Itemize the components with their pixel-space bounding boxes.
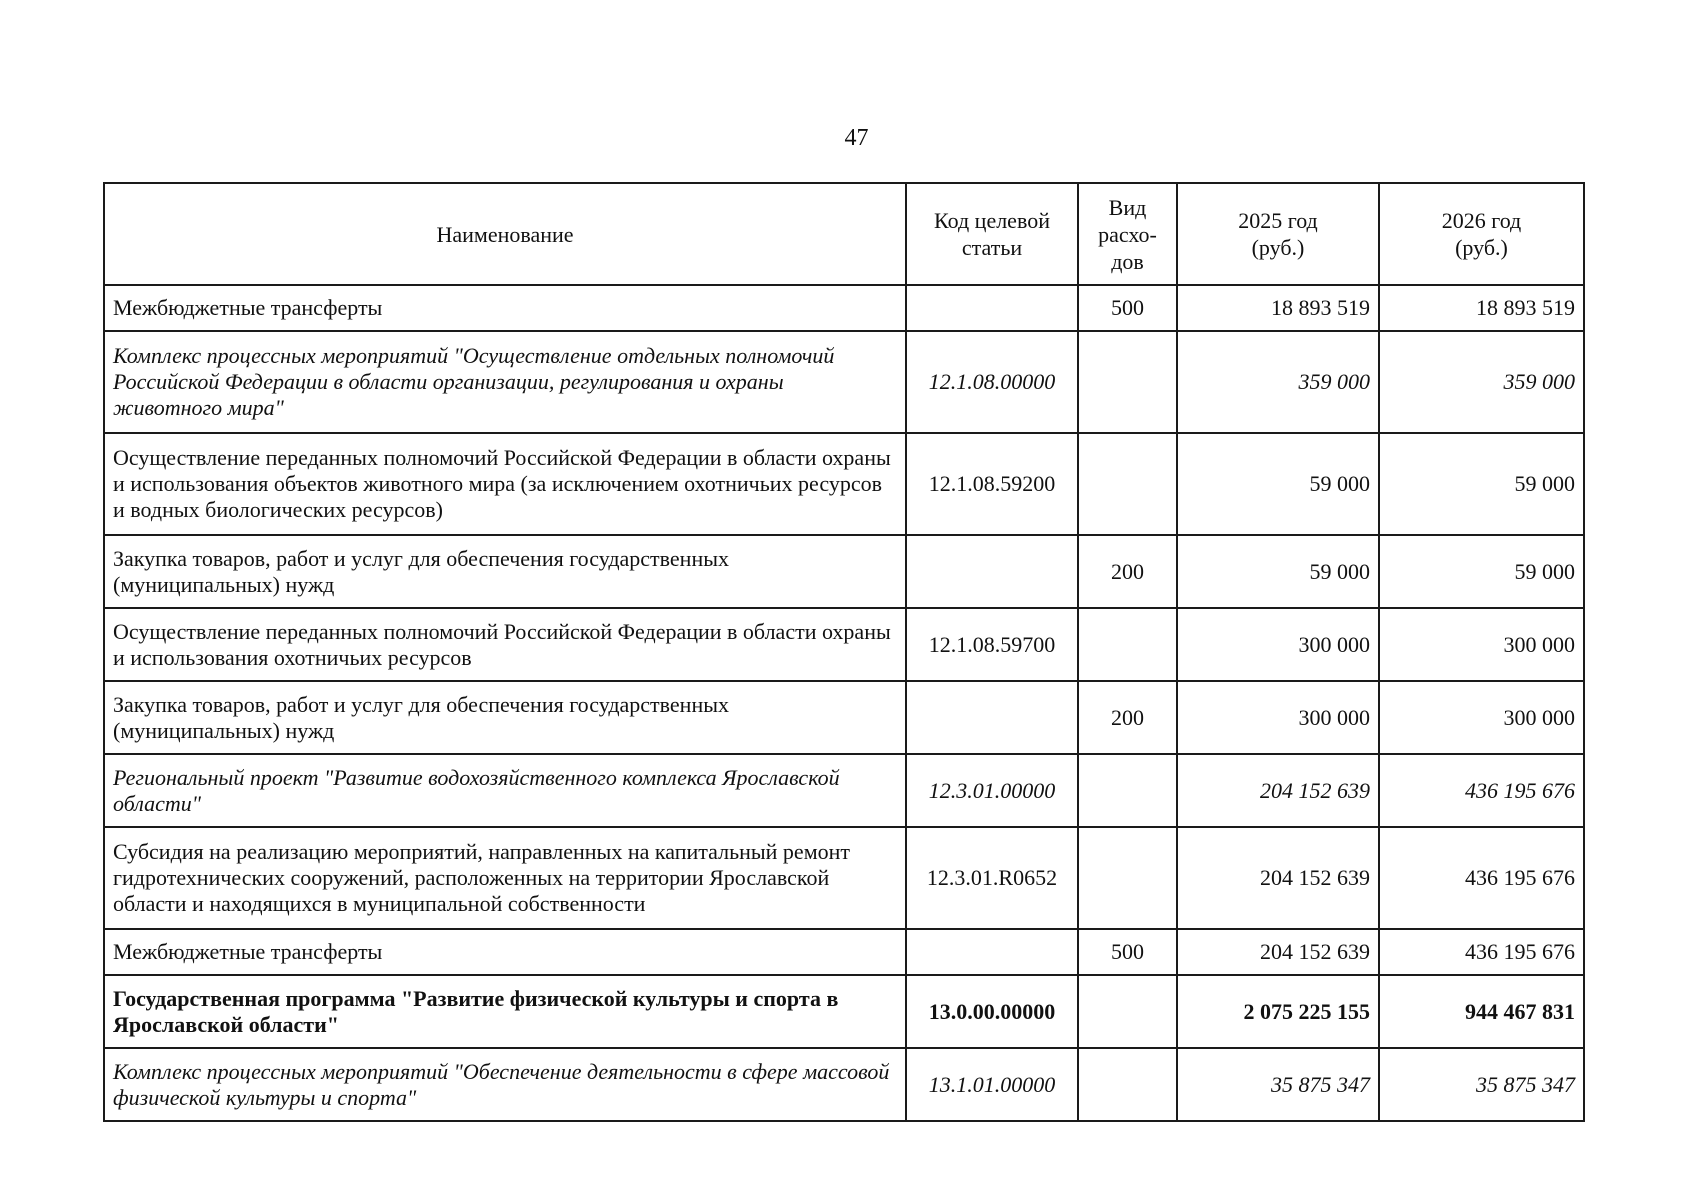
row-code: 13.1.01.00000 (906, 1048, 1078, 1121)
row-vid (1078, 827, 1177, 929)
header-code-line1: Код целевой (934, 208, 1050, 233)
page-number: 47 (844, 125, 869, 151)
header-2025-line1: 2025 год (1238, 208, 1318, 233)
row-2026: 436 195 676 (1379, 754, 1584, 827)
table-row (104, 754, 1584, 827)
row-code (906, 535, 1078, 608)
header-name-label: Наименование (436, 221, 574, 247)
table-row (104, 535, 1584, 608)
header-2026-line2: (руб.) (1455, 235, 1508, 260)
row-vid (1078, 1048, 1177, 1121)
header-code (906, 183, 1078, 285)
row-vid (1078, 975, 1177, 1048)
row-vid (1078, 331, 1177, 433)
header-2026-line1: 2026 год (1441, 208, 1522, 233)
row-2025: 18 893 519 (1177, 285, 1379, 331)
row-2025: 59 000 (1177, 433, 1379, 535)
header-2025 (1177, 183, 1379, 285)
row-code: 12.1.08.59200 (906, 433, 1078, 535)
row-name: Осуществление переданных полномочий Российской Федерации в области охраны и использования охотничьих ресурсов (104, 608, 906, 681)
table-row (104, 929, 1584, 975)
header-2026 (1379, 183, 1584, 285)
row-vid: 500 (1078, 929, 1177, 975)
row-name: Субсидия на реализацию мероприятий, направленных на капитальный ремонт гидротехнических сооружений, расположенных на территории Ярославской области и находящихся в муниципальной собственности (104, 827, 906, 929)
row-2026: 359 000 (1379, 331, 1584, 433)
row-name: Осуществление переданных полномочий Российской Федерации в области охраны и использования объектов животного мира (за исключением охотничьих ресурсов и водных биологических ресурсов) (104, 433, 906, 535)
table-row (104, 285, 1584, 331)
row-2025: 2 075 225 155 (1177, 975, 1379, 1048)
header-vid-line2: расхо- (1098, 221, 1157, 247)
row-vid: 200 (1078, 535, 1177, 608)
header-vid-line3: дов (1111, 248, 1144, 274)
row-code (906, 929, 1078, 975)
header-name (104, 183, 906, 285)
table-row (104, 681, 1584, 754)
row-2025: 300 000 (1177, 608, 1379, 681)
row-code (906, 681, 1078, 754)
row-2026: 436 195 676 (1379, 929, 1584, 975)
row-2026: 59 000 (1379, 535, 1584, 608)
row-vid: 200 (1078, 681, 1177, 754)
row-code: 12.3.01.00000 (906, 754, 1078, 827)
table-row (104, 433, 1584, 535)
row-2026: 35 875 347 (1379, 1048, 1584, 1121)
row-2025: 359 000 (1177, 331, 1379, 433)
row-2025: 35 875 347 (1177, 1048, 1379, 1121)
row-2025: 204 152 639 (1177, 929, 1379, 975)
row-code: 12.3.01.R0652 (906, 827, 1078, 929)
row-code (906, 285, 1078, 331)
row-name: Межбюджетные трансферты (104, 929, 906, 975)
row-2025: 300 000 (1177, 681, 1379, 754)
row-2026: 59 000 (1379, 433, 1584, 535)
header-vid-line1: Вид (1108, 194, 1147, 220)
row-2025: 59 000 (1177, 535, 1379, 608)
row-name: Государственная программа "Развитие физической культуры и спорта в Ярославской области" (104, 975, 906, 1048)
row-code: 13.0.00.00000 (906, 975, 1078, 1048)
table-row (104, 827, 1584, 929)
row-vid (1078, 433, 1177, 535)
row-name: Межбюджетные трансферты (104, 285, 906, 331)
table-row (104, 608, 1584, 681)
row-2026: 300 000 (1379, 608, 1584, 681)
row-2025: 204 152 639 (1177, 827, 1379, 929)
row-name: Комплекс процессных мероприятий "Обеспечение деятельности в сфере массовой физической культуры и спорта" (104, 1048, 906, 1121)
header-vid (1078, 183, 1177, 285)
row-2026: 944 467 831 (1379, 975, 1584, 1048)
row-2026: 436 195 676 (1379, 827, 1584, 929)
row-name: Закупка товаров, работ и услуг для обеспечения государственных (муниципальных) нужд (104, 535, 906, 608)
row-name: Закупка товаров, работ и услуг для обеспечения государственных (муниципальных) нужд (104, 681, 906, 754)
row-code: 12.1.08.00000 (906, 331, 1078, 433)
table-row (104, 1048, 1584, 1121)
table-row (104, 975, 1584, 1048)
row-vid: 500 (1078, 285, 1177, 331)
header-2025-line2: (руб.) (1251, 235, 1305, 260)
header-code-line2: статьи (961, 235, 1023, 260)
row-2026: 18 893 519 (1379, 285, 1584, 331)
budget-table (103, 182, 1585, 1122)
row-vid (1078, 608, 1177, 681)
table-row (104, 331, 1584, 433)
row-vid (1078, 754, 1177, 827)
row-name: Комплекс процессных мероприятий "Осуществление отдельных полномочий Российской Федерации в области организации, регулирования и охраны животного мира" (104, 331, 906, 433)
row-name: Региональный проект "Развитие водохозяйственного комплекса Ярославской области" (104, 754, 906, 827)
table-header-row (104, 183, 1584, 285)
row-2026: 300 000 (1379, 681, 1584, 754)
row-code: 12.1.08.59700 (906, 608, 1078, 681)
row-2025: 204 152 639 (1177, 754, 1379, 827)
